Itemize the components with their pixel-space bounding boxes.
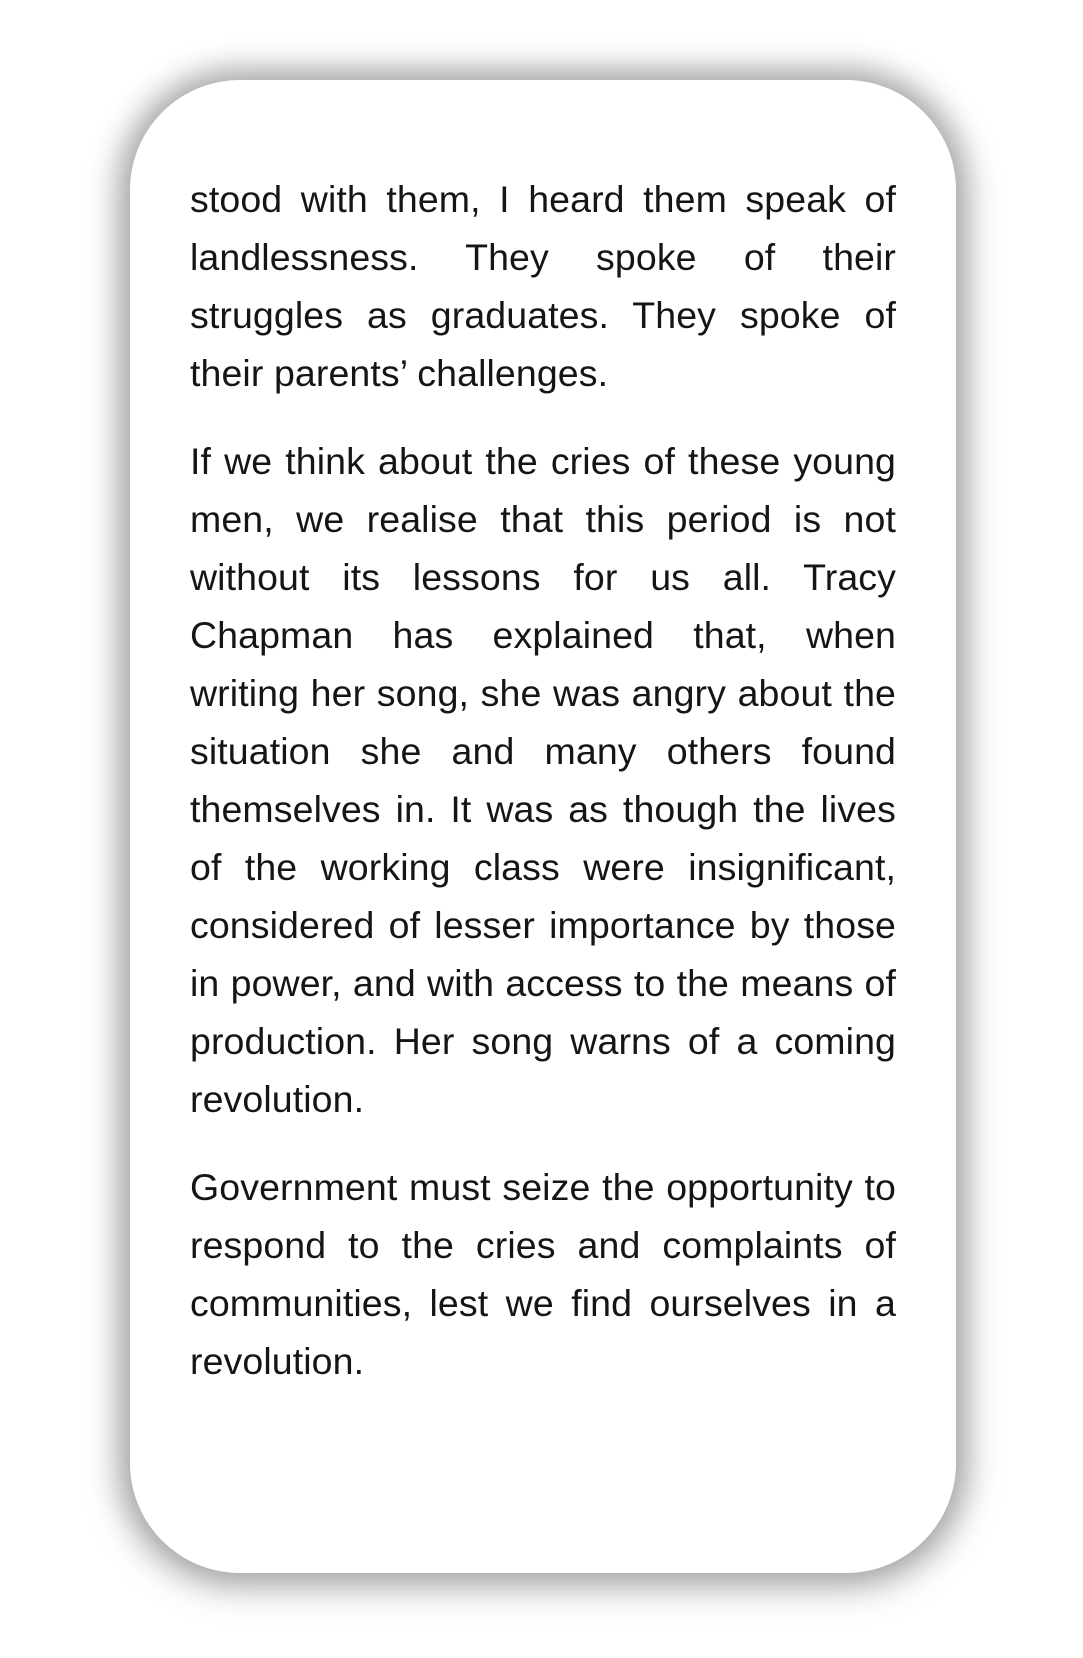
- article-card: [130, 80, 956, 1573]
- paragraph-3: Government must seize the opportunity to respond to the cries and complaints of communities, lest we find ourselves in a revolution.: [190, 1166, 896, 1382]
- paragraph-2: If we think about the cries of these young men, we realise that this period is not without its lessons for us all. Tracy Chapman has explained that, when writing her song, she was angry about the situation she and many others found themselves in. It was as though the lives of the working class were insignificant, considered of lesser importance by those in power, and with access to the means of production. Her song warns of a coming revolution.: [190, 440, 896, 1120]
- article-text: [190, 170, 896, 1420]
- paragraph-1: stood with them, I heard them speak of landlessness. They spoke of their struggles as graduates. They spoke of their parents’ challenges.: [190, 178, 896, 394]
